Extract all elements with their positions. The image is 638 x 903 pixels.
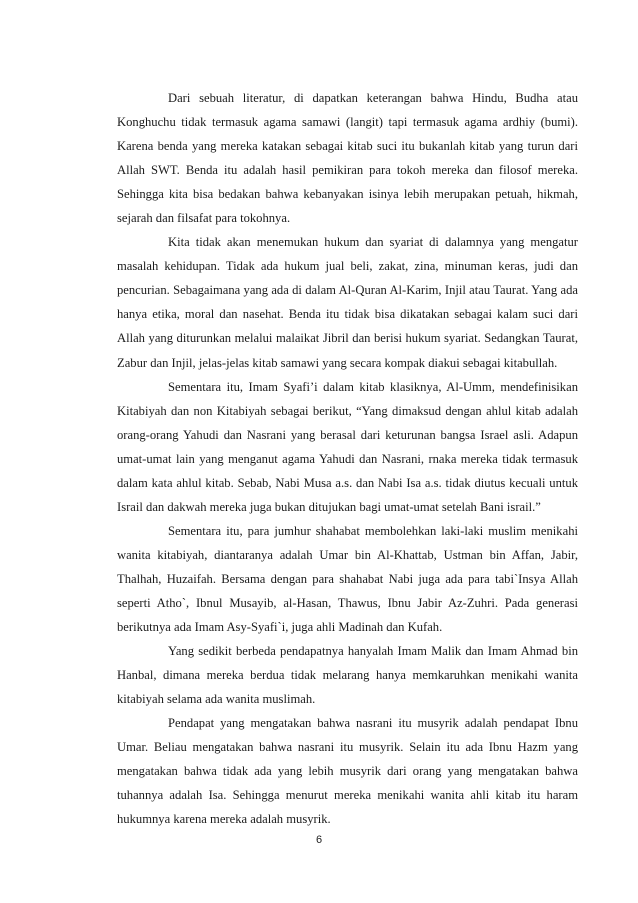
paragraph-1: Dari sebuah literatur, di dapatkan keterangan bahwa Hindu, Budha atau Konghuchu tidak termasuk agama samawi (langit) tapi termasuk agama ardhiy (bumi). Karena benda yang mereka katakan sebagai kitab suci itu bukanlah kitab yang turun dari Allah SWT. Benda itu adalah hasil pemikiran para tokoh mereka dan filosof mereka. Sehingga kita bisa bedakan bahwa kebanyakan isinya lebih merupakan petuah, hikmah, sejarah dan filsafat para tokohnya. [117,91,578,226]
paragraph-4: Sementara itu, para jumhur shahabat membolehkan laki-laki muslim menikahi wanita kitabiyah, diantaranya adalah Umar bin Al-Khattab, Ustman bin Affan, Jabir, Thalhah, Huzaifah. Bersama dengan para shahabat Nabi juga ada para tabi`Insya Allah seperti Atho`, Ibnul Musayib, al-Hasan, Thawus, Ibnu Jabir Az-Zuhri. Pada generasi berikutnya ada Imam Asy-Syafi`i, juga ahli Madinah dan Kufah. [117,523,578,635]
paragraph-5: Yang sedikit berbeda pendapatnya hanyalah Imam Malik dan Imam Ahmad bin Hanbal, dimana mereka berdua tidak melarang hanya memkaruhkan menikahi wanita kitabiyah selama ada wanita muslimah. [117,644,578,707]
body-text [117,86,578,831]
paragraph-3: Sementara itu, Imam Syafi’i dalam kitab klasiknya, Al-Umm, mendefinisikan Kitabiyah dan non Kitabiyah sebagai berikut, “Yang dimaksud dengan ahlul kitab adalah orang-orang Yahudi dan Nasrani yang berasal dari keturunan bangsa Israel asli. Adapun umat-umat lain yang menganut agama Yahudi dan Nasrani, rnaka mereka tidak termasuk dalam kata ahlul kitab. Sebab, Nabi Musa a.s. dan Nabi Isa a.s. tidak diutus kecuali untuk Israil dan dakwah mereka juga bukan ditujukan bagi umat-umat setelah Bani israil.” [117,379,578,514]
paragraph-2: Kita tidak akan menemukan hukum dan syariat di dalamnya yang mengatur masalah kehidupan. Tidak ada hukum jual beli, zakat, zina, minuman keras, judi dan pencurian. Sebagaimana yang ada di dalam Al-Quran Al-Karim, Injil atau Taurat. Yang ada hanya etika, moral dan nasehat. Benda itu tidak bisa dikatakan sebagai kalam suci dari Allah yang diturunkan melalui malaikat Jibril dan berisi hukum syariat. Sedangkan Taurat, Zabur dan Injil, jelas-jelas kitab samawi yang secara kompak diakui sebagai kitabullah. [117,235,578,370]
page-number: 6 [315,834,323,846]
paragraph-6: Pendapat yang mengatakan bahwa nasrani itu musyrik adalah pendapat Ibnu Umar. Beliau mengatakan bahwa nasrani itu musyrik. Selain itu ada Ibnu Hazm yang mengatakan bahwa tidak ada yang lebih musyrik dari orang yang mengatakan bahwa tuhannya adalah Isa. Sehingga menurut mereka menikahi wanita ahli kitab itu haram hukumnya karena mereka adalah musyrik. [117,716,578,827]
